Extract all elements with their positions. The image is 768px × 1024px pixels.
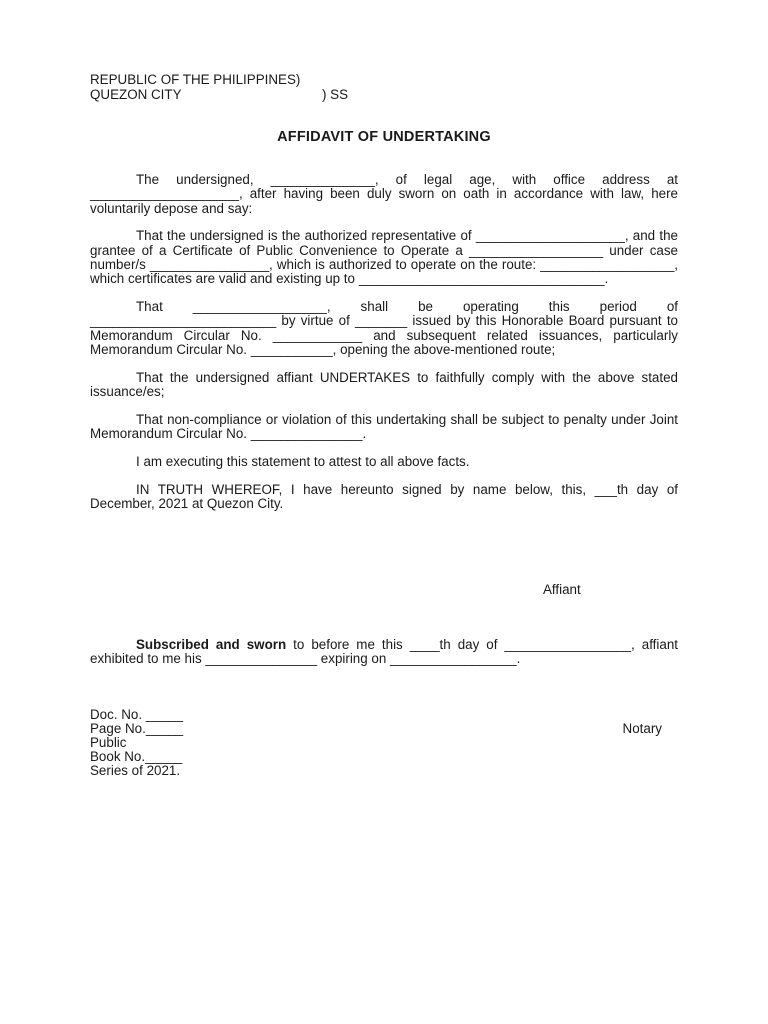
paragraph-penalty: That non-compliance or violation of this undertaking shall be subject to penalty under Joint Memorandum Circular No. _______________. xyxy=(90,411,678,442)
paragraph-intro: The undersigned, ______________, of legal age, with office address at ____________________, after having been duly sworn on oath in accordance with law, here voluntarily depose and say: xyxy=(90,172,678,216)
doc-no: Doc. No. _____ xyxy=(90,707,184,722)
affidavit-body xyxy=(90,173,678,525)
caption-ss: ) SS xyxy=(322,87,349,102)
paragraph-attest: I am executing this statement to attest to all above facts. xyxy=(136,453,470,469)
jurat-rest: to before me this ____th day of _________________, affiant exhibited to me his _______________ expiring on _________________. xyxy=(90,637,678,667)
paragraph-operating: That __________________, shall be operating this period of _________________________ by virtue of _______ issued by this Honorable Board pursuant to Memorandum Circular No. ____________ and subsequent related issuances, particularly Memorandum Circular No. ___________, opening the above-mentioned route; xyxy=(90,299,678,357)
paragraph-whereof: IN TRUTH WHEREOF, I have hereunto signed by name below, this, ___th day of December, 2021 at Quezon City. xyxy=(90,481,678,512)
public-label: Public xyxy=(90,735,127,750)
affiant-label: Affiant xyxy=(543,582,581,597)
jurat xyxy=(90,638,678,667)
caption-republic: REPUBLIC OF THE PHILIPPINES) xyxy=(90,72,301,87)
series: Series of 2021. xyxy=(90,763,181,778)
venue-caption xyxy=(90,72,348,102)
jurat-bold: Subscribed and sworn xyxy=(136,637,287,652)
paragraph-undertakes: That the undersigned affiant UNDERTAKES to faithfully comply with the above stated issuance/es; xyxy=(90,369,678,400)
caption-city: QUEZON CITY xyxy=(90,87,182,102)
paragraph-representative: That the undersigned is the authorized representative of ____________________, and the grantee of a Certificate of Public Convenience to Operate a __________________ under case number/s ________________, which is authorized to operate on the route: __________________, which certificates are valid and existing up to _________________________________. xyxy=(90,228,678,287)
book-no: Book No._____ xyxy=(90,749,183,764)
notary-label: Notary xyxy=(622,721,662,736)
page-no: Page No._____ xyxy=(90,721,184,736)
jurat-text xyxy=(90,638,678,667)
document-title: AFFIDAVIT OF UNDERTAKING xyxy=(277,129,491,145)
notarial-register xyxy=(90,708,662,778)
